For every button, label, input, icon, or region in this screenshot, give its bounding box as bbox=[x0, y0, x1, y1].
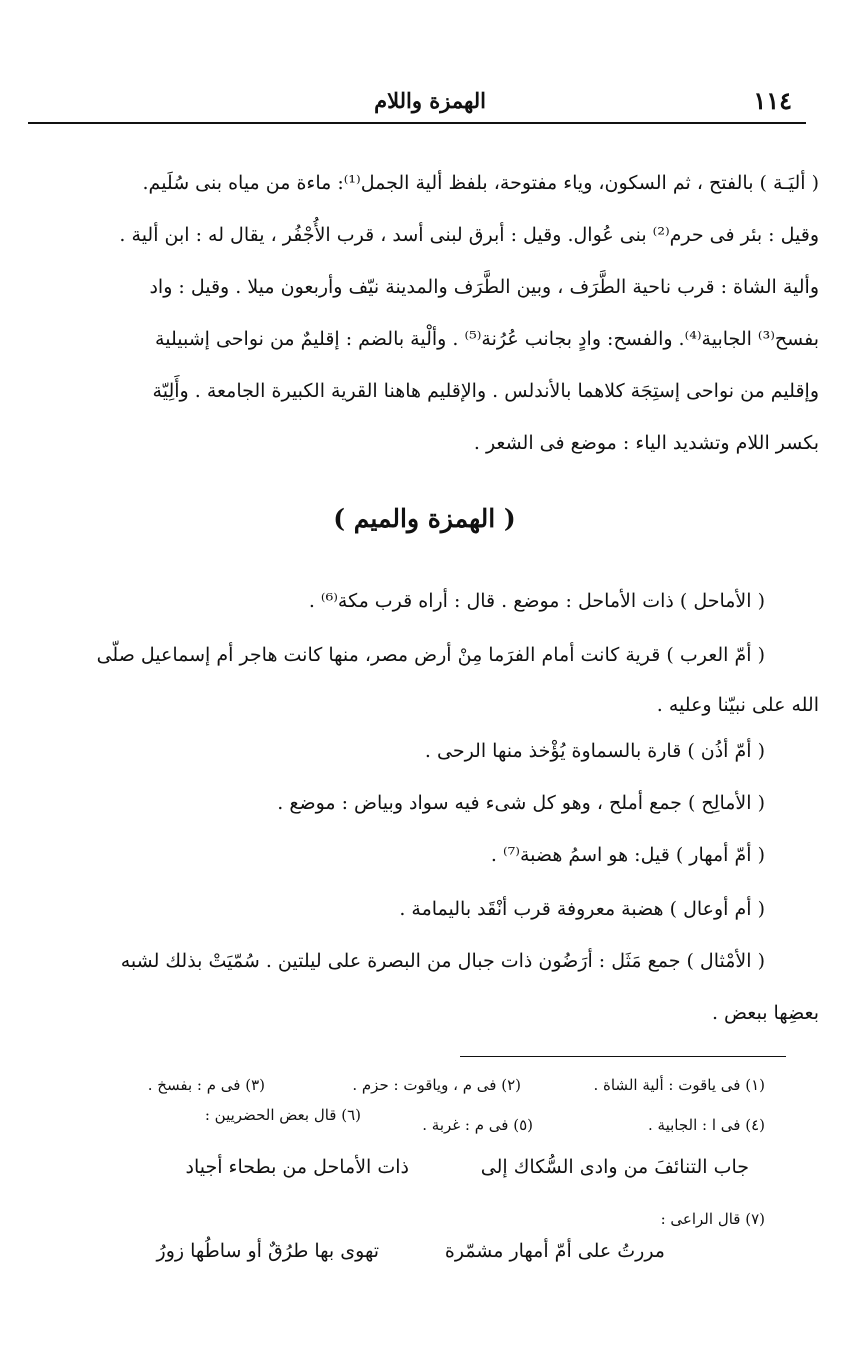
footnote-5: (٥) فى م : غربة . bbox=[422, 1116, 533, 1134]
entry-line: بعضِها ببعض . bbox=[711, 1002, 819, 1024]
entry-line: ( أم أوعال ) هضبة معروفة قرب أنْقَد باليمامة . bbox=[399, 898, 765, 920]
page-header bbox=[60, 86, 800, 122]
text-line: وقيل : بئر فى حرم⁽²⁾ بنى عُوال. وقيل : أبرق لبنى أسد ، قرب الأُجْفُر ، يقال له : ابن ألية . bbox=[119, 224, 819, 246]
entry-line: ( أمّ العرب ) قرية كانت أمام الفرَما مِنْ أرض مصر، منها كانت هاجر أم إسماعيل صلّى bbox=[96, 644, 765, 666]
footnote-7: (٧) قال الراعى : bbox=[660, 1210, 765, 1228]
text-line: بفسح⁽³⁾ الجابية⁽⁴⁾. والفسح: وادٍ بجانب عُرُنة⁽⁵⁾ . وألْية بالضم : إقليمٌ من نواحى إشبيلية bbox=[155, 328, 819, 350]
entry-line: ( أمّ أذُن ) قارة بالسماوة يُؤْخذ منها الرحى . bbox=[424, 740, 765, 762]
page-number: ١١٤ bbox=[753, 86, 792, 115]
footnote-rule bbox=[460, 1056, 786, 1057]
section-heading: ( الهمزة والميم ) bbox=[333, 504, 516, 533]
text-line: ( أليَـة ) بالفتح ، ثم السكون، وياء مفتوحة، بلفظ ألية الجمل⁽¹⁾: ماءة من مياه بنى سُلَيم. bbox=[142, 172, 819, 194]
header-rule bbox=[28, 122, 806, 124]
running-title: الهمزة واللام bbox=[374, 88, 486, 113]
entry-line: ( الأماحل ) ذات الأماحل : موضع . قال : أراه قرب مكة⁽⁶⁾ . bbox=[308, 590, 765, 612]
verse-2-first-hemistich: مررتُ على أمّ أمهار مشمّرة bbox=[444, 1240, 665, 1262]
footnote-2: (٢) فى م ، وياقوت : حزم . bbox=[352, 1076, 521, 1094]
text-line: وإقليم من نواحى إستِجَة كلاهما بالأندلس . والإقليم هاهنا القرية الكبيرة الجامعة . وأَلِيّة bbox=[152, 380, 819, 402]
entry-line: ( الأمْثال ) جمع مَثَل : أرَضُون ذات جبال من البصرة على ليلتين . سُمّيَتْ بذلك لشبه bbox=[120, 950, 765, 972]
verse-1-second-hemistich: ذات الأماحل من بطحاء أجياد bbox=[185, 1156, 409, 1178]
footnote-3: (٣) فى م : بفسخ . bbox=[147, 1076, 265, 1094]
entry-line: الله على نبيّنا وعليه . bbox=[656, 694, 819, 716]
footnote-1: (١) فى ياقوت : ألية الشاة . bbox=[593, 1076, 765, 1094]
footnote-6: (٦) قال بعض الحضريين : bbox=[204, 1106, 361, 1124]
entry-line: ( الأمالِح ) جمع أملح ، وهو كل شىء فيه سواد وبياض : موضع . bbox=[277, 792, 765, 814]
text-line: بكسر اللام وتشديد الياء : موضع فى الشعر . bbox=[473, 432, 819, 454]
footnote-4: (٤) فى ا : الجابية . bbox=[647, 1116, 765, 1134]
verse-2-second-hemistich: تهوى بها طرُقٌ أو ساطُها زورُ bbox=[156, 1240, 379, 1262]
entry-line: ( أمّ أمهار ) قيل: هو اسمُ هضبة⁽⁷⁾ . bbox=[490, 844, 765, 866]
text-line: وألية الشاة : قرب ناحية الطَّرَف ، وبين الطَّرَف والمدينة نيّف وأربعون ميلا . وقيل : واد bbox=[149, 276, 819, 298]
verse-1-first-hemistich: جاب التنائفَ من وادى السُّكاك إلى bbox=[480, 1156, 749, 1178]
